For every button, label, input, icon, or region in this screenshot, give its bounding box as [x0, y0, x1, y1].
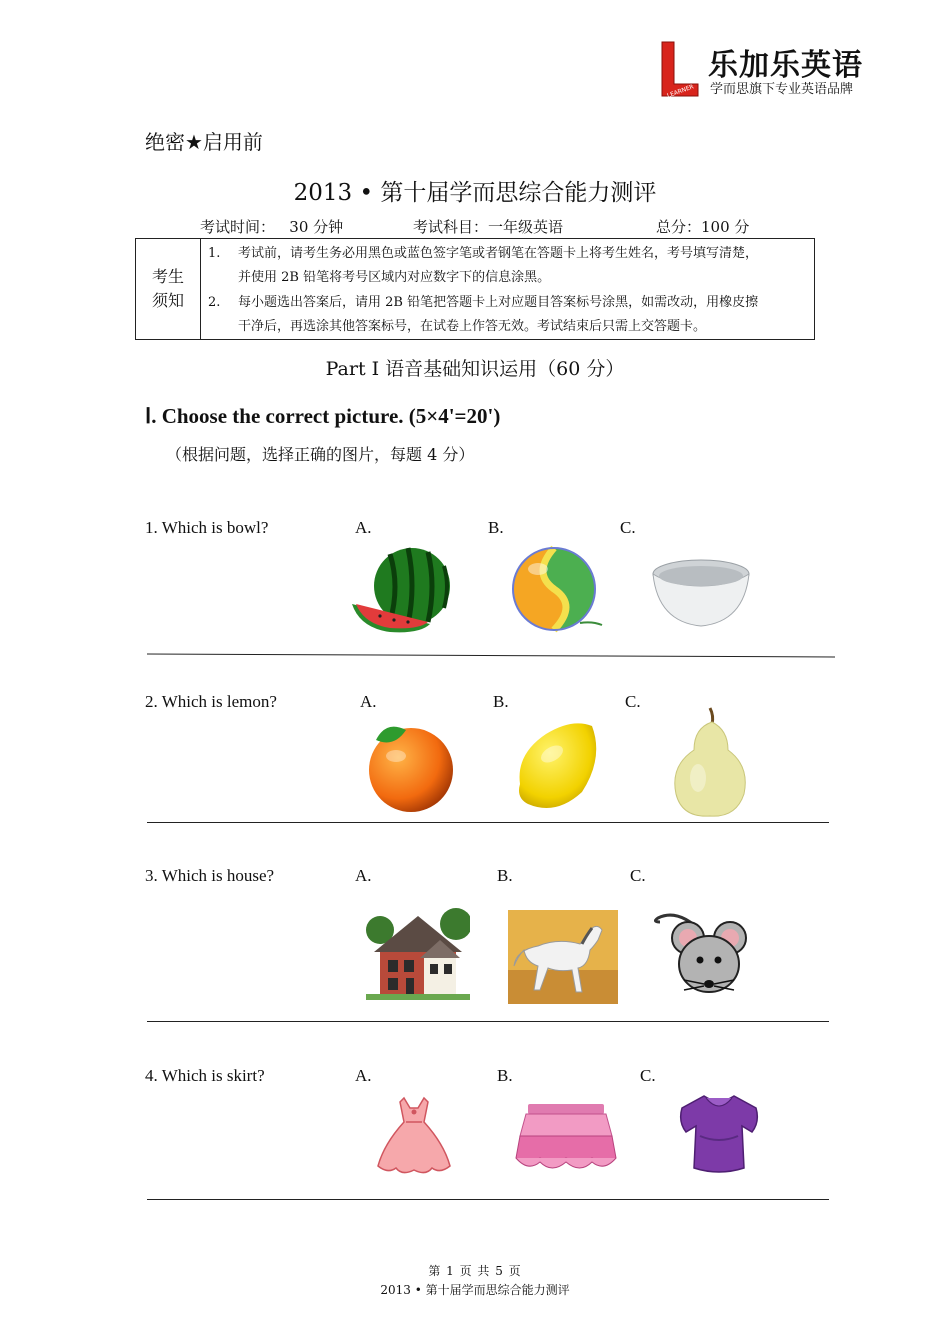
answer-divider	[147, 822, 829, 823]
answer-divider	[147, 653, 835, 657]
lemon-picture[interactable]	[512, 718, 606, 816]
part-title: Part Ⅰ 语音基础知识运用（60 分）	[325, 358, 625, 380]
question-4-option-c[interactable]: C.	[640, 1066, 656, 1085]
exam-total-score: 总分：100 分	[656, 218, 750, 236]
notice-number: 1.	[208, 246, 221, 261]
answer-divider	[147, 1021, 829, 1022]
question-1-text: 1. Which is bowl?	[145, 518, 269, 537]
notice-label-line2: 须知	[151, 291, 184, 310]
question-4-option-b[interactable]: B.	[497, 1066, 513, 1085]
question-2-option-a[interactable]: A.	[360, 692, 377, 711]
section-title: Ⅰ. Choose the correct picture. (5×4'=20')	[145, 404, 501, 428]
notice-text-line: 并使用 2B 铅笔将考号区域内对应数字下的信息涂黑。	[238, 270, 551, 285]
section-instruction: （根据问题，选择正确的图片，每题 4 分）	[166, 445, 475, 464]
notice-label-line1: 考生	[151, 267, 184, 286]
logo-mark-icon	[658, 40, 702, 100]
question-4-option-a[interactable]: A.	[355, 1066, 372, 1085]
orange-picture[interactable]	[364, 718, 458, 814]
house-picture[interactable]	[366, 900, 470, 1000]
question-3-text: 3. Which is house?	[145, 866, 275, 885]
question-3-option-b[interactable]: B.	[497, 866, 513, 885]
notice-label	[136, 239, 201, 339]
question-1-option-b[interactable]: B.	[488, 518, 504, 537]
logo-tagline: 学而思旗下专业英语品牌	[710, 82, 854, 97]
notice-text-line: 每小题选出答案后，请用 2B 铅笔把答题卡上对应题目答案标号涂黑，如需改动，用橡皮擦	[238, 295, 759, 310]
page-number: 第 1 页 共 5 页	[428, 1264, 522, 1278]
question-3-option-a[interactable]: A.	[355, 866, 372, 885]
confidential-label: 绝密★启用前	[145, 130, 263, 154]
question-1-option-c[interactable]: C.	[620, 518, 636, 537]
logo-name: 乐加乐英语	[708, 48, 863, 83]
notice-text-line: 考试前，请考生务必用黑色或蓝色签字笔或者钢笔在答题卡上将考生姓名，考号填写清楚，	[238, 246, 759, 261]
candidate-notice-box	[135, 238, 815, 340]
brand-logo	[648, 36, 888, 108]
mouse-picture[interactable]	[648, 898, 760, 1004]
svg-text:LEARNER: LEARNER	[666, 83, 695, 100]
question-2-text: 2. Which is lemon?	[145, 692, 277, 711]
question-2-option-b[interactable]: B.	[493, 692, 509, 711]
ball-picture[interactable]	[508, 545, 606, 633]
exam-time: 考试时间： 30 分钟	[200, 218, 344, 236]
blouse-picture[interactable]	[676, 1092, 762, 1176]
pear-picture[interactable]	[670, 706, 752, 820]
question-1-option-a[interactable]: A.	[355, 518, 372, 537]
skirt-picture[interactable]	[514, 1102, 618, 1174]
question-4-text: 4. Which is skirt?	[145, 1066, 265, 1085]
dress-picture[interactable]	[374, 1094, 454, 1178]
watermelon-picture[interactable]	[350, 542, 460, 634]
notice-number: 2.	[208, 295, 221, 310]
footer-title: 2013 • 第十届学而思综合能力测评	[380, 1283, 570, 1297]
question-3-option-c[interactable]: C.	[630, 866, 646, 885]
notice-text-line: 干净后，再选涂其他答案标号，在试卷上作答无效。考试结束后只需上交答题卡。	[238, 319, 707, 334]
horse-picture[interactable]	[508, 910, 618, 1004]
bowl-picture[interactable]	[653, 560, 749, 626]
exam-subject: 考试科目：一年级英语	[413, 218, 564, 236]
question-2-option-c[interactable]: C.	[625, 692, 641, 711]
answer-divider	[147, 1199, 829, 1200]
exam-title: 2013 • 第十届学而思综合能力测评	[293, 180, 657, 206]
